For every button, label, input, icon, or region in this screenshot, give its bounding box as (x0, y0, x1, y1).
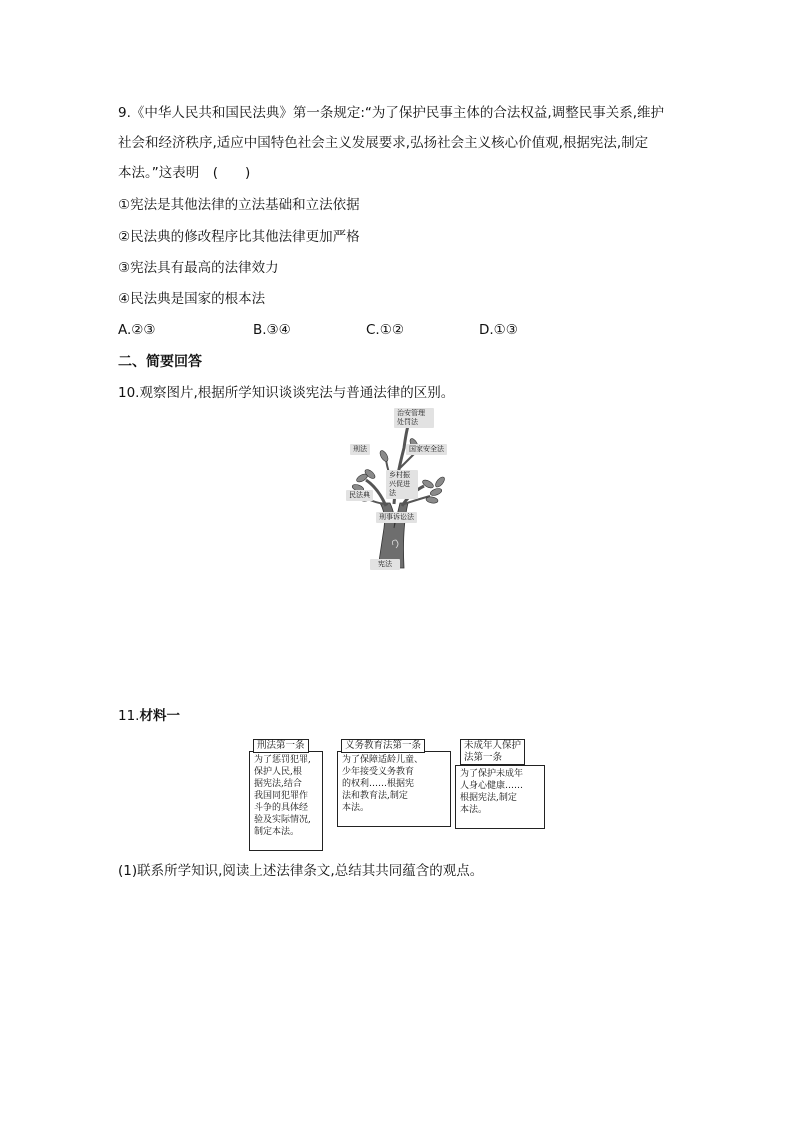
law-box-text-line: 少年接受义务教育 (342, 767, 415, 777)
law-box-text-line: 斗争的具体经 (254, 803, 309, 813)
q11-number: 11. (118, 708, 140, 724)
tree-label-civil-code: 民法典 (346, 490, 373, 501)
tree-label-public-security: 治安管理处罚法 (394, 408, 434, 428)
q9-stem-line3: 本法。”这表明 ( ) (118, 165, 251, 181)
q9-option-d: D.①③ (479, 322, 518, 338)
law-box-education-body (337, 751, 451, 827)
q9-statement-3: ③宪法具有最高的法律效力 (118, 260, 279, 276)
law-articles-figure (247, 737, 547, 849)
law-box-text-line: 法和教育法,制定 (342, 791, 408, 801)
law-box-text-line: 本法。 (342, 803, 370, 813)
law-box-text-line: 保护人民,根 (254, 767, 302, 777)
section-title: 二、简要回答 (118, 354, 202, 370)
law-box-text-line: 制定本法。 (254, 827, 300, 837)
tree-label-national-security: 国家安全法 (406, 444, 447, 455)
q9-option-c: C.①② (366, 322, 404, 338)
law-box-text-line: 我国同犯罪作 (254, 791, 309, 801)
law-box-criminal-body (249, 751, 323, 851)
law-box-text-line: 验及实际情况, (254, 815, 311, 825)
tree-label-constitution: 宪法 (370, 559, 400, 570)
law-box-criminal-title: 刑法第一条 (253, 739, 309, 753)
law-box-minor-title (460, 739, 525, 765)
law-box-text-line: 的权利……根据宪 (342, 779, 415, 789)
law-box-text-line: 为了保护未成年 (460, 769, 524, 779)
law-box-text-line: 根据宪法,制定 (460, 793, 517, 803)
law-box-education-title: 义务教育法第一条 (341, 739, 425, 753)
q9-statement-4: ④民法典是国家的根本法 (118, 291, 266, 307)
q10-stem: 10.观察图片,根据所学知识谈谈宪法与普通法律的区别。 (118, 385, 455, 401)
law-box-text-line: 本法。 (460, 805, 488, 815)
law-box-text-line: 据宪法,结合 (254, 779, 302, 789)
law-box-minor-body (455, 765, 545, 829)
law-box-text-line: 人身心健康…… (460, 781, 524, 791)
q9-stem-line1: 9.《中华人民共和国民法典》第一条规定:“为了保护民事主体的合法权益,调整民事关系,维护 (118, 105, 665, 121)
q11-subquestion-1: (1)联系所学知识,阅读上述法律条文,总结其共同蕴含的观点。 (118, 863, 484, 879)
q9-statement-2: ②民法典的修改程序比其他法律更加严格 (118, 229, 360, 245)
q9-statement-1: ①宪法是其他法律的立法基础和立法依据 (118, 197, 360, 213)
tree-label-rural-revitalization: 乡村振兴促进法 (386, 470, 418, 499)
law-box-title-line: 未成年人保护 (464, 740, 522, 751)
q9-option-a: A.②③ (118, 322, 156, 338)
q11-material-label: 材料一 (139, 708, 180, 724)
q11-stem (118, 707, 180, 725)
law-tree-figure (338, 408, 458, 573)
q9-option-b: B.③④ (253, 322, 291, 338)
q9-stem-line2: 社会和经济秩序,适应中国特色社会主义发展要求,弘扬社会主义核心价值观,根据宪法,制定 (118, 135, 649, 151)
tree-label-criminal-procedure: 刑事诉讼法 (376, 512, 417, 523)
tree-label-criminal-law: 刑法 (350, 444, 370, 455)
q9-options (118, 322, 548, 340)
law-box-text-line: 为了惩罚犯罪, (254, 755, 311, 765)
law-box-text-line: 为了保障适龄儿童、 (342, 755, 424, 765)
law-box-title-line: 法第一条 (464, 752, 503, 763)
